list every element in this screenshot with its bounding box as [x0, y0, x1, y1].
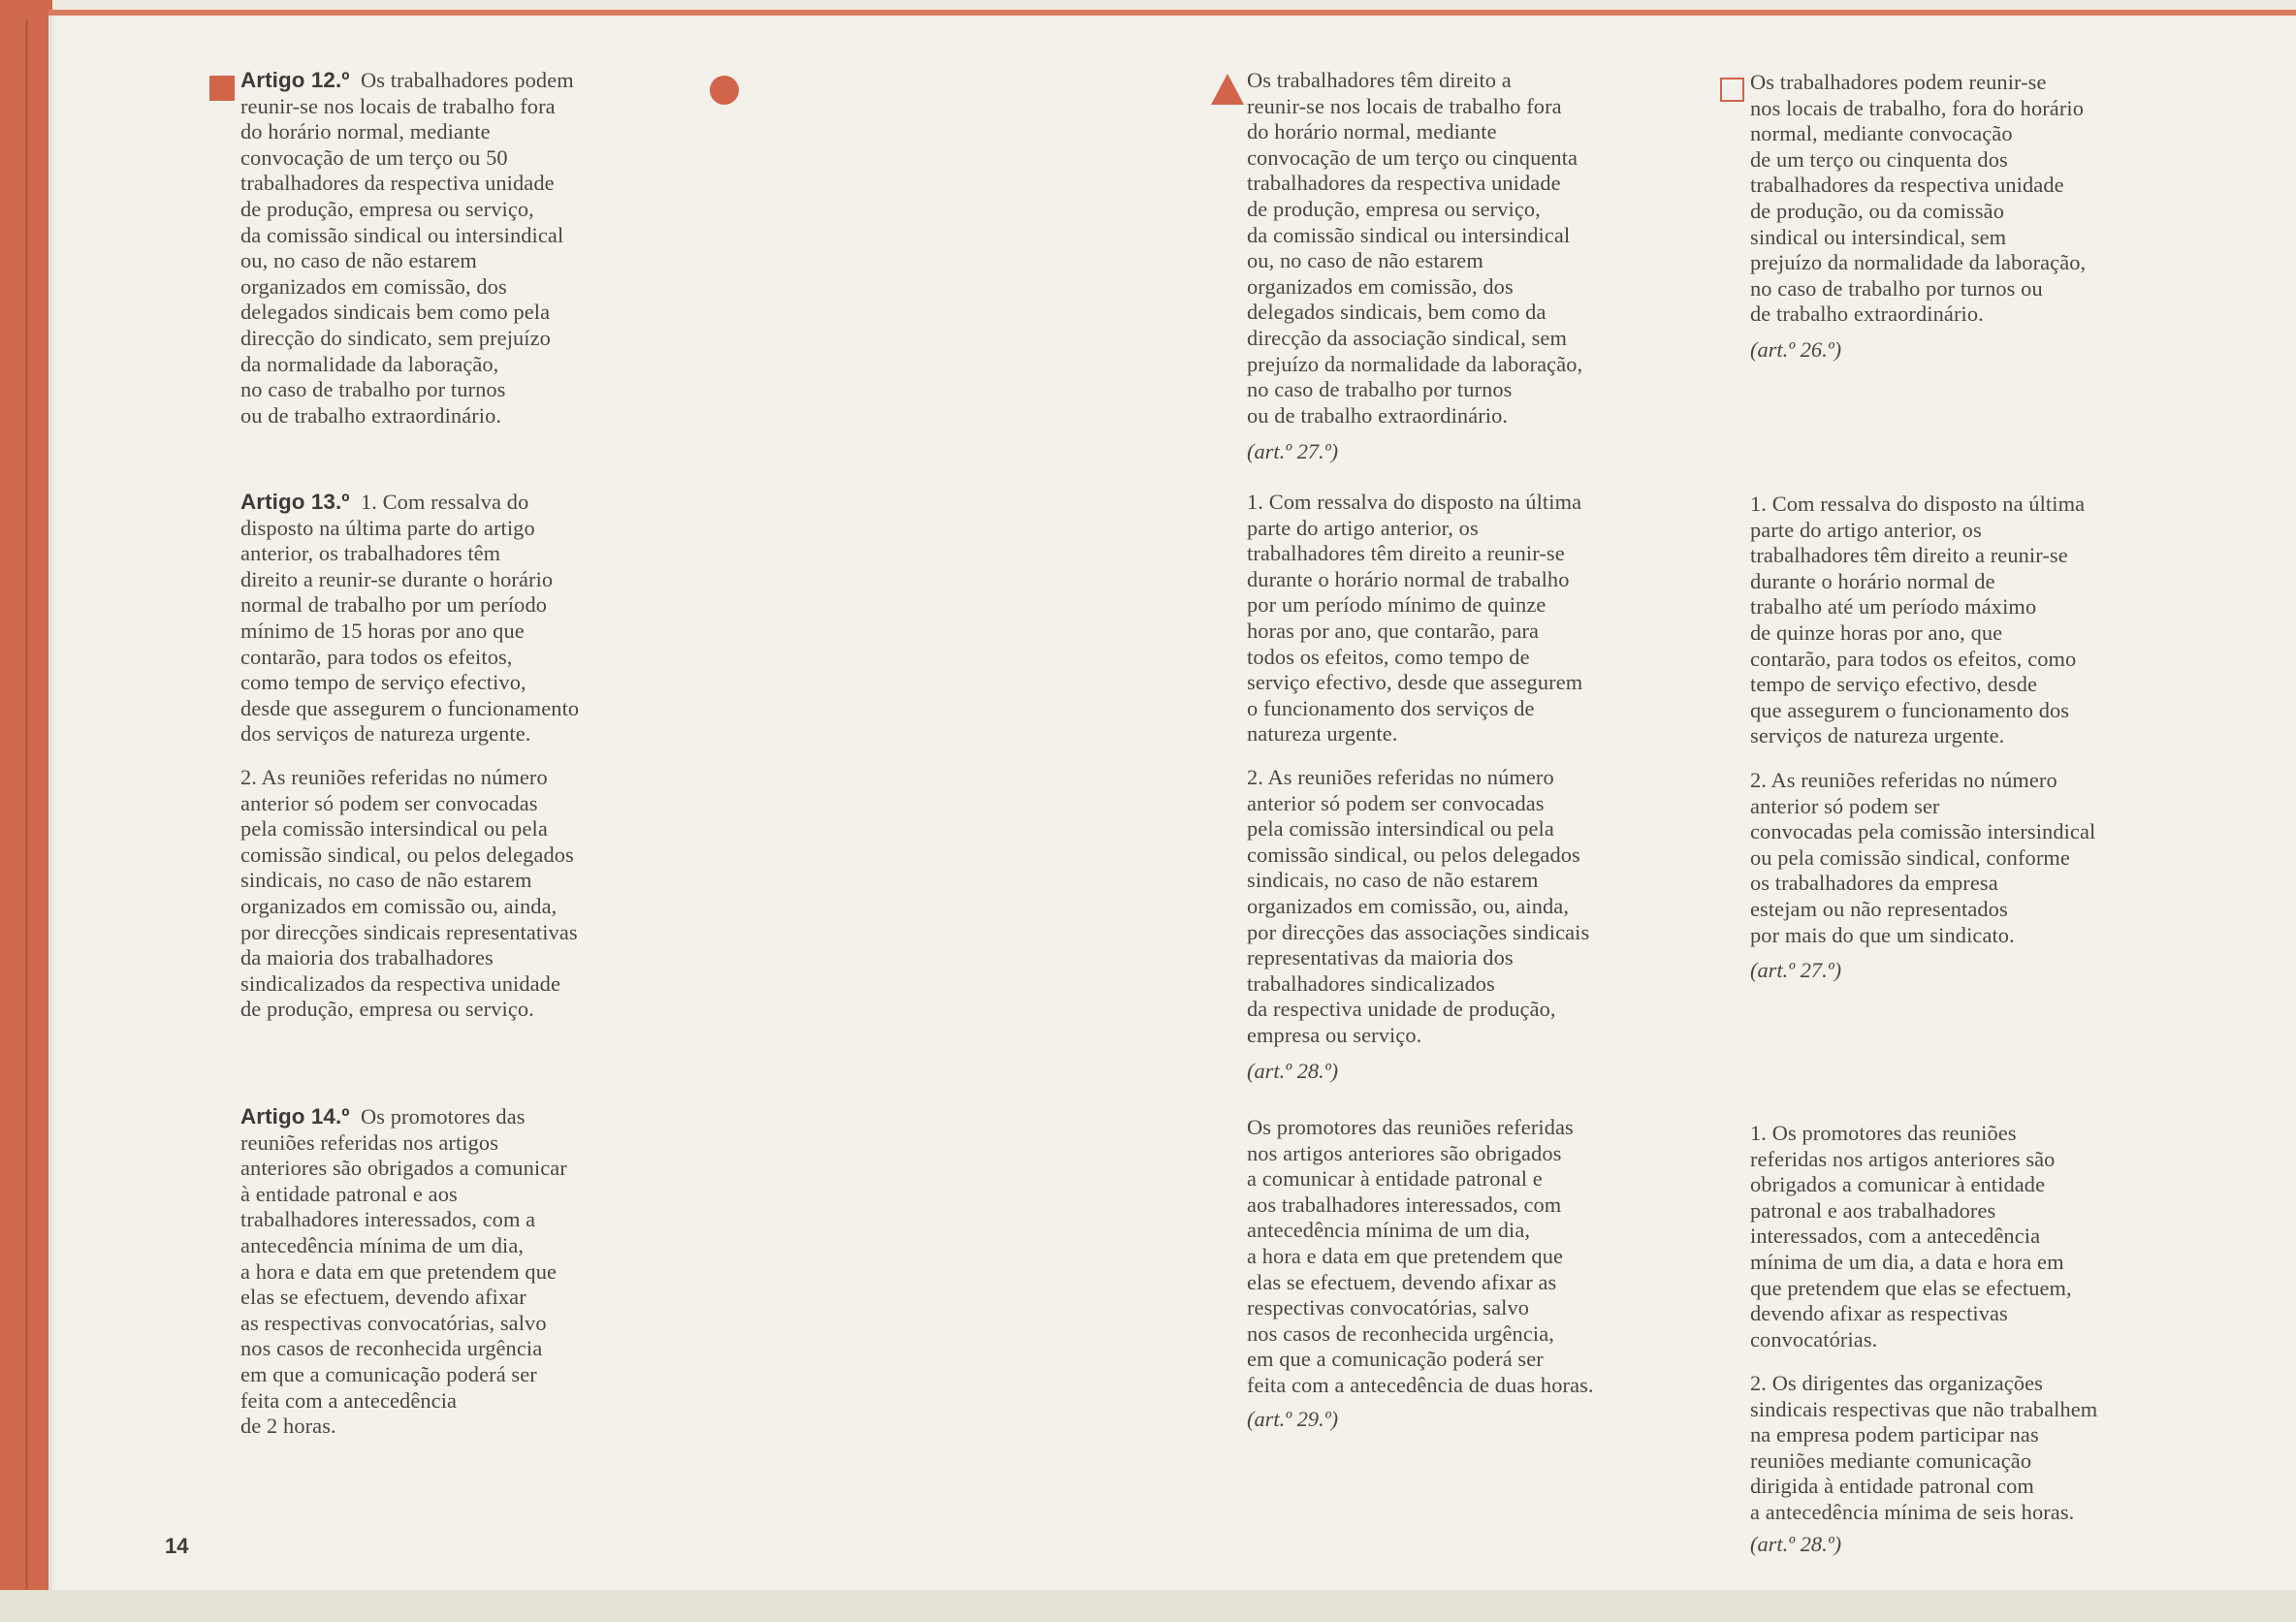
- article-14-label: Artigo 14.º: [240, 1104, 350, 1129]
- article-13-text-2: 2. As reuniões referidas no número anterior só podem ser convocadas pela comissão intersindical ou pela comissão sindical, ou pelos delegados sindicais, no caso de não estarem organizados em comissão ou, ainda, por direcções sindicais representativas da maioria dos trabalhadores sindicalizados da respectiva unidade de produção, empresa ou serviço.: [240, 765, 578, 1022]
- article-12-label: Artigo 12.º: [240, 68, 350, 92]
- col3-paragraph-5: 2. Os dirigentes das organizações sindicais respectivas que não trabalhem na empresa podem participar nas reuniões mediante comunicação dirigida à entidade patronal com a antecedência mínima de seis horas.: [1750, 1371, 2098, 1524]
- article-14-text: Os promotores das reuniões referidas nos artigos anteriores são obrigados a comunicar à entidade patronal e aos trabalhadores interessados, com a antecedência mínima de um dia, a hora e data em que pretendem que elas se efectuem, devendo afixar as respectivas convocatórias, salvo nos casos de reconhecida urgência em que a comunicação poderá ser feita com a antecedência de 2 horas.: [240, 1104, 567, 1439]
- col3-paragraph-3: 2. As reuniões referidas no número anterior só podem ser convocadas pela comissão intersindical ou pela comissão sindical, conforme os trabalhadores da empresa estejam ou não representados por mais do que um sindicato.: [1750, 768, 2096, 947]
- col2-paragraph-3: 2. As reuniões referidas no número anterior só podem ser convocadas pela comissão intersindical ou pela comissão sindical, ou pelos delegados sindicais, no caso de não estarem organizados em comissão, ou, ainda, por direcções das associações sindicais representativas da maioria dos trabalhadores sindicalizados da respectiva unidade de produção, empresa ou serviço.: [1247, 765, 1590, 1047]
- binding-line: [25, 19, 28, 1590]
- article-13-part1: [240, 490, 579, 747]
- article-14: [240, 1104, 567, 1440]
- col2-reference-3: (art.º 29.º): [1247, 1407, 1339, 1431]
- filled-square-marker: [209, 76, 235, 101]
- col3-paragraph-4: 1. Os promotores das reuniões referidas nos artigos anteriores são obrigados a comunicar à entidade patronal e aos trabalhadores interessados, com a antecedência mínima de um dia, a data e hora em que pretendem que elas se efectuem, devendo afixar as respectivas convocatórias.: [1750, 1121, 2072, 1352]
- article-13-label: Artigo 13.º: [240, 490, 350, 514]
- article-13-text-1: 1. Com ressalva do disposto na última parte do artigo anterior, os trabalhadores têm direito a reunir-se durante o horário normal de trabalho por um período mínimo de 15 horas por ano que contarão, para todos os efeitos, como tempo de serviço efectivo, desde que assegurem o funcionamento dos serviços de natureza urgente.: [240, 490, 580, 747]
- col3-paragraph-1: Os trabalhadores podem reunir-se nos locais de trabalho, fora do horário normal, mediante convocação de um terço ou cinquenta dos trabalhadores da respectiva unidade de produção, ou da comissão sindical ou intersindical, sem prejuízo da normalidade da laboração, no caso de trabalho por turnos ou de trabalho extraordinário.: [1750, 70, 2087, 327]
- article-12-text: Os trabalhadores podem reunir-se nos locais de trabalho fora do horário normal, mediante convocação de um terço ou 50 trabalhadores da respectiva unidade de produção, empresa ou serviço, da comissão sindical ou intersindical ou, no caso de não estarem organizados em comissão, dos delegados sindicais bem como pela direcção do sindicato, sem prejuízo da normalidade da laboração, no caso de trabalho por turnos ou de trabalho extraordinário.: [240, 68, 574, 428]
- top-rule: [48, 10, 2296, 16]
- col2-paragraph-2: 1. Com ressalva do disposto na última parte do artigo anterior, os trabalhadores têm direito a reunir-se durante o horário normal de trabalho por um período mínimo de quinze horas por ano, que contarão, para todos os efeitos, como tempo de serviço efectivo, desde que assegurem o funcionamento dos serviços de natureza urgente.: [1247, 490, 1583, 747]
- col2-reference-1: (art.º 27.º): [1247, 439, 1339, 463]
- bottom-band: [0, 1590, 2296, 1622]
- col3-reference-3: (art.º 28.º): [1750, 1532, 1842, 1556]
- outline-square-marker: [1720, 78, 1744, 102]
- col3-paragraph-2: 1. Com ressalva do disposto na última parte do artigo anterior, os trabalhadores têm direito a reunir-se durante o horário normal de trabalho até um período máximo de quinze horas por ano, que contarão, para todos os efeitos, como tempo de serviço efectivo, desde que assegurem o funcionamento dos serviços de natureza urgente.: [1750, 492, 2086, 748]
- page-number: 14: [165, 1534, 189, 1558]
- article-12: [240, 68, 574, 429]
- col3-reference-1: (art.º 26.º): [1750, 337, 1842, 362]
- filled-circle-marker: [710, 76, 739, 105]
- col2-paragraph-4: Os promotores das reuniões referidas nos artigos anteriores são obrigados a comunicar à entidade patronal e aos trabalhadores interessados, com antecedência mínima de um dia, a hora e data em que pretendem que elas se efectuem, devendo afixar as respectivas convocatórias, salvo nos casos de reconhecida urgência, em que a comunicação poderá ser feita com a antecedência de duas horas.: [1247, 1115, 1594, 1397]
- col2-reference-2: (art.º 28.º): [1247, 1059, 1339, 1083]
- col3-reference-2: (art.º 27.º): [1750, 958, 1842, 982]
- filled-triangle-marker: [1211, 74, 1244, 105]
- col2-paragraph-1: Os trabalhadores têm direito a reunir-se nos locais de trabalho fora do horário normal, mediante convocação de um terço ou cinquenta trabalhadores da respectiva unidade de produção, empresa ou serviço, da comissão sindical ou intersindical ou, no caso de não estarem organizados em comissão, dos delegados sindicais, bem como da direcção da associação sindical, sem prejuízo da normalidade da laboração, no caso de trabalho por turnos ou de trabalho extraordinário.: [1247, 68, 1583, 428]
